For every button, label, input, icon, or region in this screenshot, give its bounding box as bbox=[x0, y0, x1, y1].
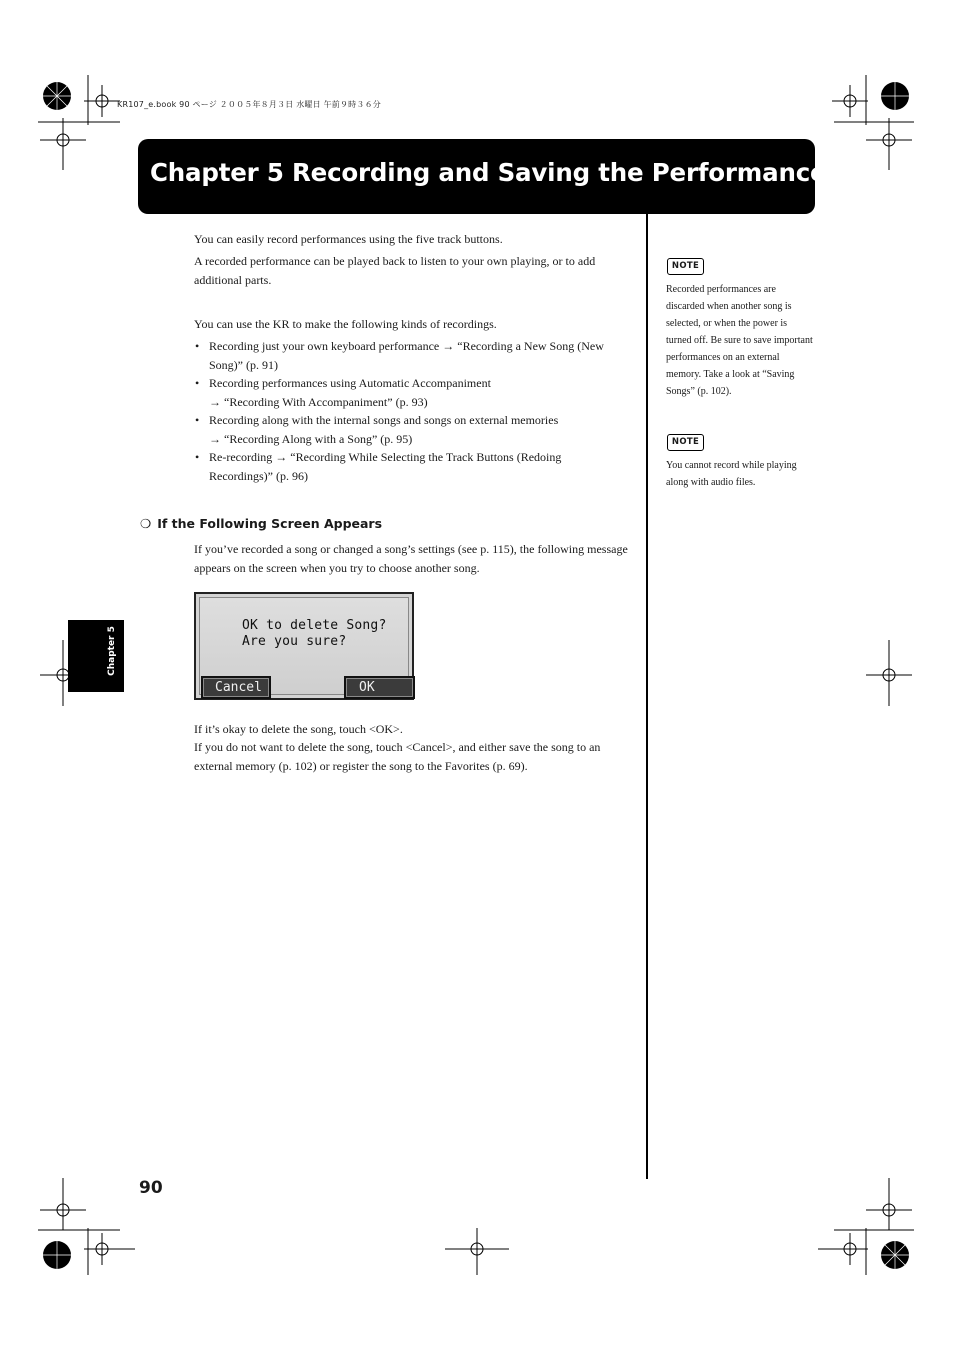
page-number: 90 bbox=[139, 1178, 163, 1198]
print-header: KR107_e.book 90 ページ ２００５年８月３日 水曜日 午前９時３６分 bbox=[117, 100, 381, 109]
chapter-title: Chapter 5 Recording and Saving the Performance bbox=[150, 158, 827, 187]
screen-message-line-2: Are you sure? bbox=[242, 634, 347, 649]
chapter-side-tab-label: Chapter 5 bbox=[107, 626, 117, 676]
note-text: You cannot record while playing along with audio files. bbox=[666, 460, 797, 488]
intro-paragraph-2: A recorded performance can be played back to listen to your own playing, or to add additional parts. bbox=[194, 254, 596, 287]
screen-panel bbox=[199, 597, 409, 695]
intro-paragraph-1: You can easily record performances using the five track buttons. bbox=[194, 232, 503, 246]
list-item: • Recording along with the internal songs and songs on external memories → “Recording Along with a Song” (p. 95) bbox=[195, 413, 559, 446]
note-text: Recorded performances are discarded when another song is selected, or when the power is turned off. Be sure to save important performances on an external memory. Take a look at “Saving Songs” (p. 102). bbox=[666, 284, 813, 397]
section-heading: ❍ If the Following Screen Appears bbox=[140, 516, 383, 531]
cancel-button[interactable]: Cancel bbox=[201, 676, 271, 699]
cancel-instruction: If you do not want to delete the song, touch <Cancel>, and either save the song to an external memory (p. 102) or register the song to the Favorites (p. 69). bbox=[194, 740, 601, 773]
note-badge: NOTE bbox=[667, 434, 704, 451]
intro-paragraph-3: You can use the KR to make the following kinds of recordings. bbox=[194, 317, 497, 331]
circle-bullet-icon: ❍ bbox=[140, 516, 152, 531]
screen-message-line-1: OK to delete Song? bbox=[242, 618, 387, 633]
note-badge: NOTE bbox=[667, 258, 704, 275]
recording-types-list bbox=[194, 337, 624, 485]
list-item: • Recording just your own keyboard performance → “Recording a New Song (New Song)” (p. 91) bbox=[195, 339, 604, 372]
ok-button[interactable]: OK bbox=[344, 676, 415, 699]
delete-song-screen bbox=[194, 592, 414, 700]
section-paragraph: If you’ve recorded a song or changed a song’s settings (see p. 115), the following message appears on the screen when you try to choose another song. bbox=[194, 542, 628, 575]
ok-instruction: If it’s okay to delete the song, touch <OK>. bbox=[194, 722, 403, 736]
list-item: • Recording performances using Automatic Accompaniment → “Recording With Accompaniment” (p. 93) bbox=[195, 376, 491, 409]
column-divider bbox=[646, 214, 648, 1179]
list-item: • Re-recording → “Recording While Selecting the Track Buttons (Redoing Recordings)” (p. 96) bbox=[195, 450, 562, 483]
